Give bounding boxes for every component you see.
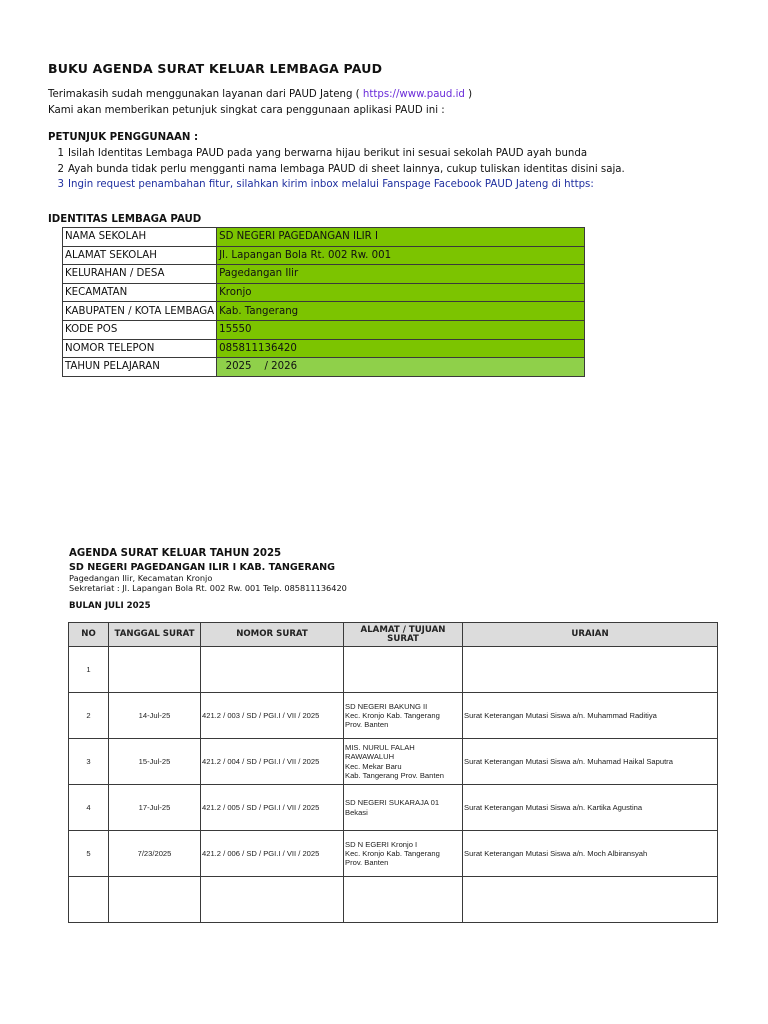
cell-tanggal[interactable]: [109, 877, 201, 923]
agenda-subtitle: SD NEGERI PAGEDANGAN ILIR I KAB. TANGERANG: [69, 562, 336, 573]
table-row: [69, 877, 718, 923]
identitas-value[interactable]: Kab. Tangerang: [217, 302, 585, 321]
alamat-line: Prov. Banten: [345, 720, 389, 730]
cell-alamat[interactable]: [344, 831, 463, 877]
identitas-label: KELURAHAN / DESA: [63, 265, 217, 284]
identitas-value[interactable]: 085811136420: [217, 339, 585, 358]
cell-uraian[interactable]: Surat Keterangan Mutasi Siswa a/n. Moch Albiransyah: [463, 831, 718, 877]
cell-uraian[interactable]: [463, 877, 718, 923]
table-row: [69, 739, 718, 785]
cell-no[interactable]: [69, 877, 109, 923]
cell-alamat[interactable]: [344, 785, 463, 831]
identitas-value[interactable]: Jl. Lapangan Bola Rt. 002 Rw. 001: [217, 246, 585, 265]
table-row: [69, 831, 718, 877]
step-number: 3: [57, 179, 64, 190]
cell-uraian[interactable]: Surat Keterangan Mutasi Siswa a/n. Muhammad Raditiya: [463, 693, 718, 739]
identitas-row: [63, 358, 585, 377]
intro-suffix: ): [464, 89, 473, 100]
alamat-line: Bekasi: [345, 807, 368, 817]
cell-uraian[interactable]: Surat Keterangan Mutasi Siswa a/n. Kartika Agustina: [463, 785, 718, 831]
identitas-value[interactable]: 15550: [217, 320, 585, 339]
identitas-table: [62, 227, 585, 377]
identitas-value[interactable]: SD NEGERI PAGEDANGAN ILIR I: [217, 228, 585, 247]
intro-text: [48, 89, 472, 100]
step-number: 1: [57, 148, 64, 159]
cell-no[interactable]: 1: [69, 647, 109, 693]
cell-alamat[interactable]: [344, 693, 463, 739]
identitas-row: [63, 246, 585, 265]
identitas-label: TAHUN PELAJARAN: [63, 358, 217, 377]
column-header-alamat: ALAMAT / TUJUAN SURAT: [344, 623, 463, 647]
intro-text-line2: Kami akan memberikan petunjuk singkat cara penggunaan aplikasi PAUD ini :: [48, 105, 445, 116]
table-row: [69, 693, 718, 739]
cell-tanggal[interactable]: 14-Jul-25: [109, 693, 201, 739]
table-row: [69, 785, 718, 831]
agenda-month: BULAN JULI 2025: [69, 601, 151, 611]
identitas-label: KABUPATEN / KOTA LEMBAGA: [63, 302, 217, 321]
identitas-label: NAMA SEKOLAH: [63, 228, 217, 247]
column-header-no: NO: [69, 623, 109, 647]
column-header-tanggal: TANGGAL SURAT: [109, 623, 201, 647]
document-title: BUKU AGENDA SURAT KELUAR LEMBAGA PAUD: [48, 61, 383, 76]
agenda-address-line2: Sekretariat : Jl. Lapangan Bola Rt. 002 Rw. 001 Telp. 085811136420: [69, 583, 347, 593]
cell-nomor[interactable]: [201, 647, 344, 693]
alamat-line: RAWAWALUH: [345, 752, 395, 762]
cell-nomor[interactable]: [201, 877, 344, 923]
alamat-line: Kec. Kronjo Kab. Tangerang: [345, 710, 440, 720]
agenda-title: AGENDA SURAT KELUAR TAHUN 2025: [69, 548, 282, 559]
column-header-nomor: NOMOR SURAT: [201, 623, 344, 647]
cell-no[interactable]: 4: [69, 785, 109, 831]
step-number: 2: [57, 163, 64, 175]
cell-no[interactable]: 2: [69, 693, 109, 739]
agenda-table: [68, 622, 718, 923]
cell-no[interactable]: 3: [69, 739, 109, 785]
identitas-label: ALAMAT SEKOLAH: [63, 246, 217, 265]
petunjuk-step-2: [48, 162, 625, 178]
cell-nomor[interactable]: 421.2 / 003 / SD / PGI.I / VII / 2025: [201, 693, 344, 739]
alamat-line: MIS. NURUL FALAH: [345, 743, 415, 753]
alamat-line: SD N EGERI Kronjo I: [345, 839, 418, 849]
identitas-row: [63, 228, 585, 247]
identitas-row: [63, 265, 585, 284]
column-header-uraian: URAIAN: [463, 623, 718, 647]
identitas-label: KODE POS: [63, 320, 217, 339]
cell-uraian[interactable]: Surat Keterangan Mutasi Siswa a/n. Muhamad Haikal Saputra: [463, 739, 718, 785]
identitas-value[interactable]: Kronjo: [217, 283, 585, 302]
identitas-heading: IDENTITAS LEMBAGA PAUD: [48, 214, 202, 225]
cell-uraian[interactable]: [463, 647, 718, 693]
cell-tanggal[interactable]: 15-Jul-25: [109, 739, 201, 785]
cell-alamat[interactable]: [344, 739, 463, 785]
intro-prefix: Terimakasih sudah menggunakan layanan dari PAUD Jateng (: [48, 89, 363, 100]
step-text[interactable]: Ingin request penambahan fitur, silahkan kirim inbox melalui Fanspage Facebook PAUD Jateng di https:: [68, 179, 594, 190]
step-text: Ayah bunda tidak perlu mengganti nama lembaga PAUD di sheet lainnya, cukup tuliskan identitas disini saja.: [68, 163, 625, 175]
identitas-value[interactable]: Pagedangan Ilir: [217, 265, 585, 284]
cell-nomor[interactable]: 421.2 / 004 / SD / PGI.I / VII / 2025: [201, 739, 344, 785]
identitas-row: [63, 283, 585, 302]
paud-link[interactable]: https://www.paud.id: [362, 89, 465, 100]
alamat-line: Prov. Banten: [345, 858, 389, 868]
identitas-row: [63, 302, 585, 321]
petunjuk-heading: PETUNJUK PENGGUNAAN :: [48, 132, 199, 143]
alamat-line: Kec. Kronjo Kab. Tangerang: [345, 848, 440, 858]
cell-no[interactable]: 5: [69, 831, 109, 877]
cell-tanggal[interactable]: [109, 647, 201, 693]
identitas-row: [63, 320, 585, 339]
agenda-header-row: [69, 623, 718, 647]
step-text: Isilah Identitas Lembaga PAUD pada yang berwarna hijau berikut ini sesuai sekolah PAUD ayah bunda: [68, 148, 588, 159]
table-row: [69, 647, 718, 693]
cell-nomor[interactable]: 421.2 / 005 / SD / PGI.I / VII / 2025: [201, 785, 344, 831]
identitas-value[interactable]: 2025 / 2026: [217, 358, 585, 377]
petunjuk-step-3[interactable]: [48, 177, 625, 193]
petunjuk-steps: [48, 146, 625, 193]
agenda-address-line1: Pagedangan Ilir, Kecamatan Kronjo: [69, 573, 213, 583]
alamat-line: SD NEGERI SUKARAJA 01: [345, 798, 440, 808]
cell-alamat[interactable]: [344, 877, 463, 923]
identitas-label: NOMOR TELEPON: [63, 339, 217, 358]
identitas-row: [63, 339, 585, 358]
alamat-line: SD NEGERI BAKUNG II: [345, 701, 428, 711]
cell-tanggal[interactable]: 7/23/2025: [109, 831, 201, 877]
alamat-line: Kab. Tangerang Prov. Banten: [345, 770, 444, 780]
identitas-label: KECAMATAN: [63, 283, 217, 302]
cell-alamat[interactable]: [344, 647, 463, 693]
cell-nomor[interactable]: 421.2 / 006 / SD / PGI.I / VII / 2025: [201, 831, 344, 877]
petunjuk-step-1: [48, 146, 625, 162]
alamat-line: Kec. Mekar Baru: [345, 761, 402, 771]
cell-tanggal[interactable]: 17-Jul-25: [109, 785, 201, 831]
agenda-body: [69, 647, 718, 923]
